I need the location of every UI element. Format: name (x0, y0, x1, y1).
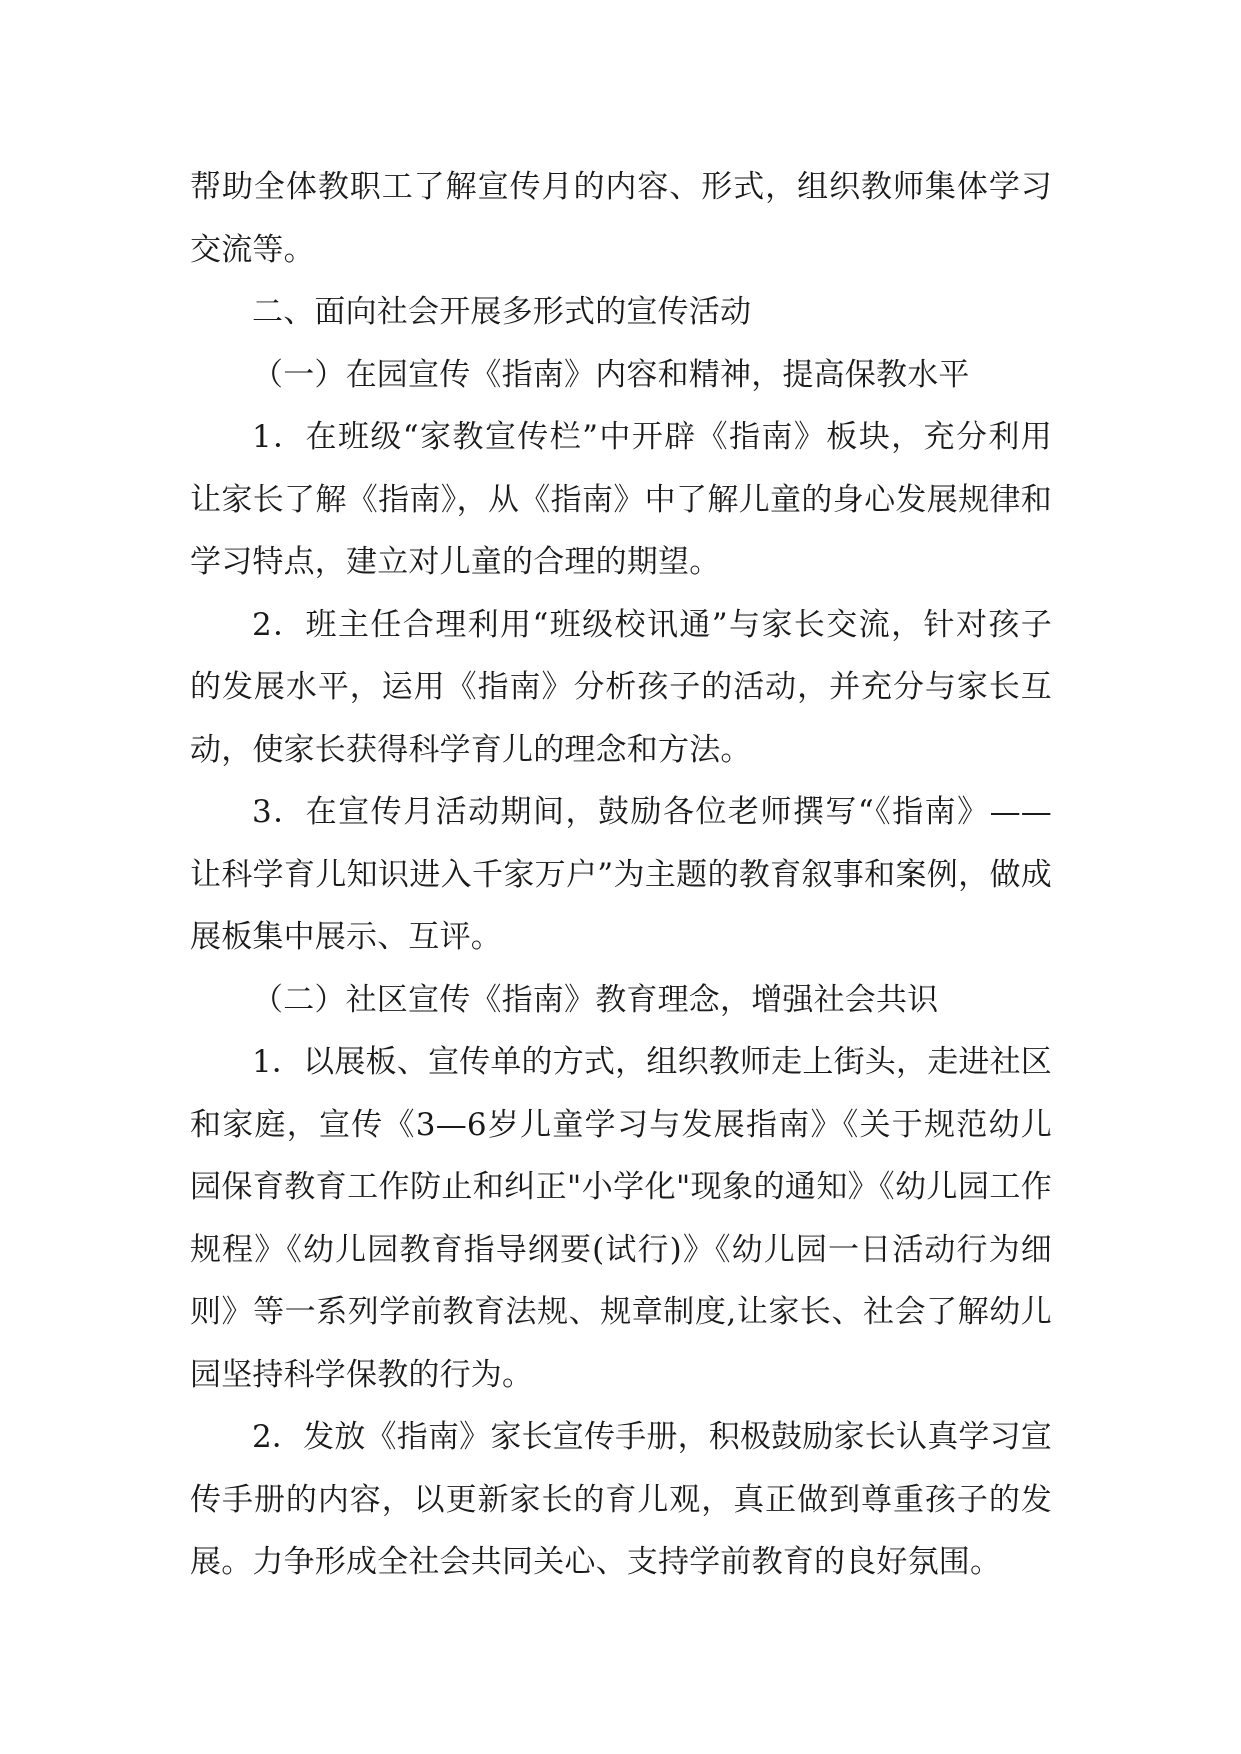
section-heading: 二、面向社会开展多形式的宣传活动 (252, 294, 752, 330)
list-item-paragraph: 1．以展板、宣传单的方式，组织教师走上街头，走进社区和家庭，宣传《3—6岁儿童学习与发展指南》《关于规范幼儿园保育教育工作防止和纠正"小学化"现象的通知》《幼儿园工作规程》《幼儿园教育指导纲要(试行)》《幼儿园一日活动行为细则》等一系列学前教育法规、规章制度,让家长、社会了解幼儿园坚持科学保教的行为。 (190, 1044, 1052, 1393)
subsection-heading: （二）社区宣传《指南》教育理念，增强社会共识 (252, 981, 939, 1018)
list-item-paragraph: 3．在宣传月活动期间，鼓励各位老师撰写“《指南》——让科学育儿知识进入千家万户”为主题的教育叙事和案例，做成展板集中展示、互评。 (190, 794, 1052, 955)
list-item-paragraph: 2．发放《指南》家长宣传手册，积极鼓励家长认真学习宣传手册的内容，以更新家长的育儿观，真正做到尊重孩子的发展。力争形成全社会共同关心、支持学前教育的良好氛围。 (190, 1419, 1052, 1580)
list-item-paragraph: 2．班主任合理利用“班级校讯通”与家长交流，针对孩子的发展水平，运用《指南》分析孩子的活动，并充分与家长互动，使家长获得科学育儿的理念和方法。 (190, 606, 1052, 768)
list-item-paragraph: 1．在班级“家教宣传栏”中开辟《指南》板块，充分利用让家长了解《指南》，从《指南》中了解儿童的身心发展规律和学习特点，建立对儿童的合理的期望。 (190, 419, 1052, 580)
subsection-heading: （一）在园宣传《指南》内容和精神，提高保教水平 (252, 356, 970, 393)
document-body (190, 156, 1052, 1594)
paragraph-continuation: 帮助全体教职工了解宣传月的内容、形式，组织教师集体学习交流等。 (190, 169, 1052, 268)
